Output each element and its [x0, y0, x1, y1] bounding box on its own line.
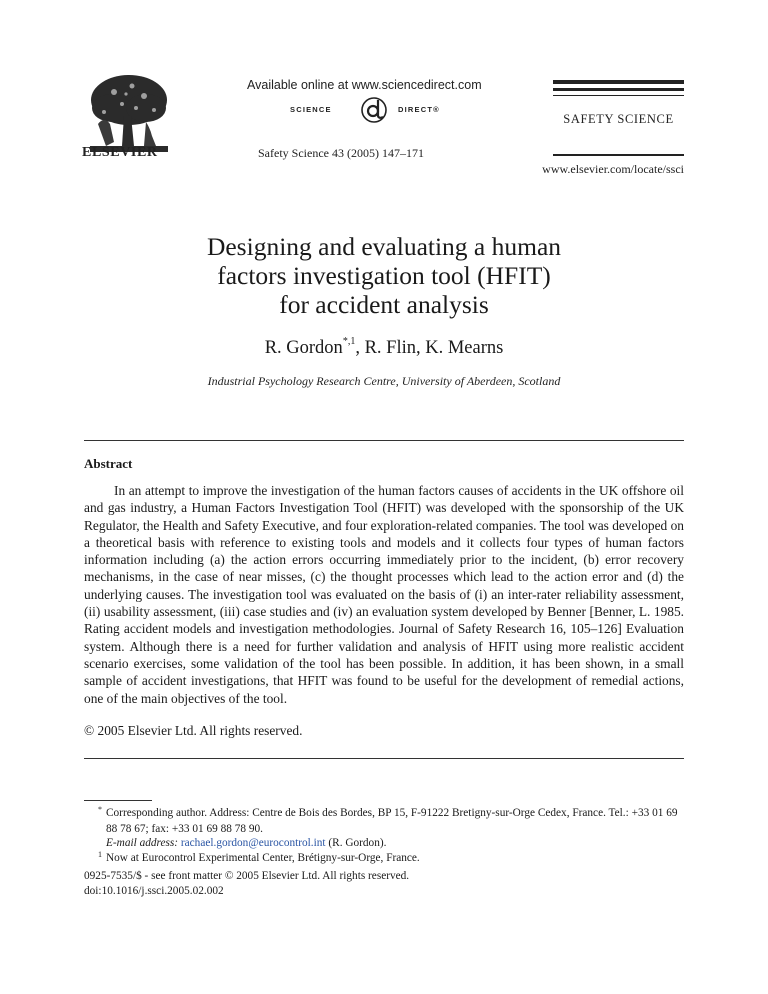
sciencedirect-direct-text: DIRECT® — [398, 105, 440, 114]
issn-line: 0925-7535/$ - see front matter © 2005 Elsevier Ltd. All rights reserved. — [84, 870, 410, 882]
title-line: for accident analysis — [279, 290, 489, 319]
author-rest: , R. Flin, K. Mearns — [355, 338, 504, 359]
author-first: R. Gordon — [264, 338, 343, 359]
abstract-top-rule — [84, 440, 684, 441]
email-suffix: (R. Gordon). — [328, 837, 387, 849]
abstract-copyright: © 2005 Elsevier Ltd. All rights reserved. — [84, 723, 303, 738]
footnote-rule — [84, 800, 152, 801]
sciencedirect-at-icon — [356, 96, 392, 124]
sciencedirect-wordmark — [290, 98, 480, 124]
email-link[interactable]: rachael.gordon@eurocontrol.int — [180, 837, 326, 849]
affiliation: Industrial Psychology Research Centre, University of Aberdeen, Scotland — [207, 374, 561, 388]
header-divider — [553, 154, 684, 156]
footnote-mark: * — [98, 805, 102, 814]
footnote-email — [84, 836, 684, 851]
abstract-paragraph: In an attempt to improve the investigation of the human factors causes of accidents in the UK offshore oil and gas industry, a Human Factors Investigation Tool (HFIT) was developed with the sponsorship of the UK Regulator, the Health and Safety Executive, and four exploration-related companies. The tool was developed on a theoretical basis with reference to existing tools and models and it collects four types of human factors information including (a) the action errors occurring immediately prior to the incident, (b) error recovery mechanisms, in the case of near misses, (c) the thought processes which lead to the action error and (d) the underlying causes. The investigation tool was evaluated on the basis of (i) an inter-rater reliability assessment, (ii) usability assessment, (iii) case studies and (iv) an evaluation system developed by Benner [Benner, L. 1985. Rating accident models and investigation methodologies. Journal of Safety Research 16, 105–126] Evaluation system. Although there is a need for further validation and analysis of HFIT using more realistic accident scenario exercises, some validation of the tool has been possible. In addition, it has been shown, in a small sample of accident investigations, that HFIT was found to be useful for the development of remedial actions, one of the main objectives of the tool. — [84, 483, 684, 706]
title-line: Designing and evaluating a human — [206, 232, 562, 261]
publisher-name: ELSEVIER — [82, 145, 158, 160]
title-line: factors investigation tool (HFIT) — [217, 261, 551, 290]
author-list — [100, 338, 668, 359]
sciencedirect-science-text: SCIENCE — [290, 105, 332, 114]
doi-line[interactable]: doi:10.1016/j.ssci.2005.02.002 — [84, 884, 224, 897]
journal-reference: Safety Science 43 (2005) 147–171 — [258, 146, 424, 160]
abstract-body — [84, 482, 684, 707]
footnote-corresponding — [84, 806, 684, 836]
footnotes — [84, 806, 684, 866]
journal-url[interactable]: www.elsevier.com/locate/ssci — [542, 162, 684, 176]
footnote-text: Now at Eurocontrol Experimental Center, Brétigny-sur-Orge, France. — [106, 851, 420, 864]
author-marks[interactable]: *,1 — [342, 336, 356, 347]
footnote-one — [84, 851, 684, 867]
footnote-mark: 1 — [98, 849, 102, 859]
abstract-bottom-rule — [84, 758, 684, 759]
footnote-text: Corresponding author. Address: Centre de Bois des Bordes, BP 15, F-91222 Bretigny-sur-Orge Cedex, France. Tel.: +33 01 69 88 78 67; fax: +33 01 69 88 78 90. — [106, 807, 678, 835]
journal-name: SAFETY SCIENCE — [563, 112, 674, 126]
abstract-heading: Abstract — [84, 456, 133, 471]
email-label: E-mail address: — [106, 837, 179, 849]
available-online-line: Available online at www.sciencedirect.com — [247, 78, 482, 92]
journal-header-rules — [553, 80, 684, 100]
article-title — [100, 232, 668, 319]
front-matter — [84, 869, 684, 898]
